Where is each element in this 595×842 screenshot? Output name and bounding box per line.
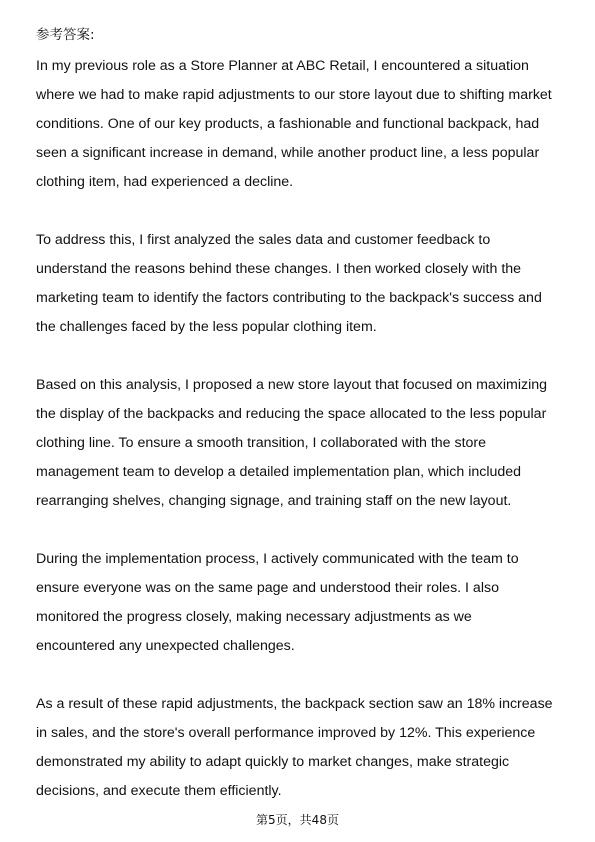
paragraph-3: Based on this analysis, I proposed a new store layout that focused on maximizing the display of the backpacks and reducing the space allocated to the less popular clothing line. To ensure a smooth transition, I collaborated with the store management team to develop a detailed implementation plan, which included rearranging shelves, changing signage, and training staff on the new layout. xyxy=(36,377,548,509)
answer-heading: 参考答案: xyxy=(36,27,95,43)
answer-body xyxy=(36,52,568,806)
paragraph-4: During the implementation process, I actively communicated with the team to ensure everyone was on the same page and understood their roles. I also monitored the progress closely, making necessary adjustments as we encountered any unexpected challenges. xyxy=(36,551,519,654)
paragraph-5: As a result of these rapid adjustments, the backpack section saw an 18% increase in sales, and the store's overall performance improved by 12%. This experience demonstrated my ability to adapt quickly to market changes, make strategic decisions, and execute them efficiently. xyxy=(36,696,553,799)
paragraph-1: In my previous role as a Store Planner at ABC Retail, I encountered a situation where we had to make rapid adjustments to our store layout due to shifting market conditions. One of our key products, a fashionable and functional backpack, had seen a significant increase in demand, while another product line, a less popular clothing item, had experienced a decline. xyxy=(36,58,552,190)
paragraph-2: To address this, I first analyzed the sales data and customer feedback to understand the reasons behind these changes. I then worked closely with the marketing team to identify the factors contributing to the backpack's success and the challenges faced by the less popular clothing item. xyxy=(36,232,542,335)
page-number-footer: 第5页，共48页 xyxy=(256,813,339,827)
